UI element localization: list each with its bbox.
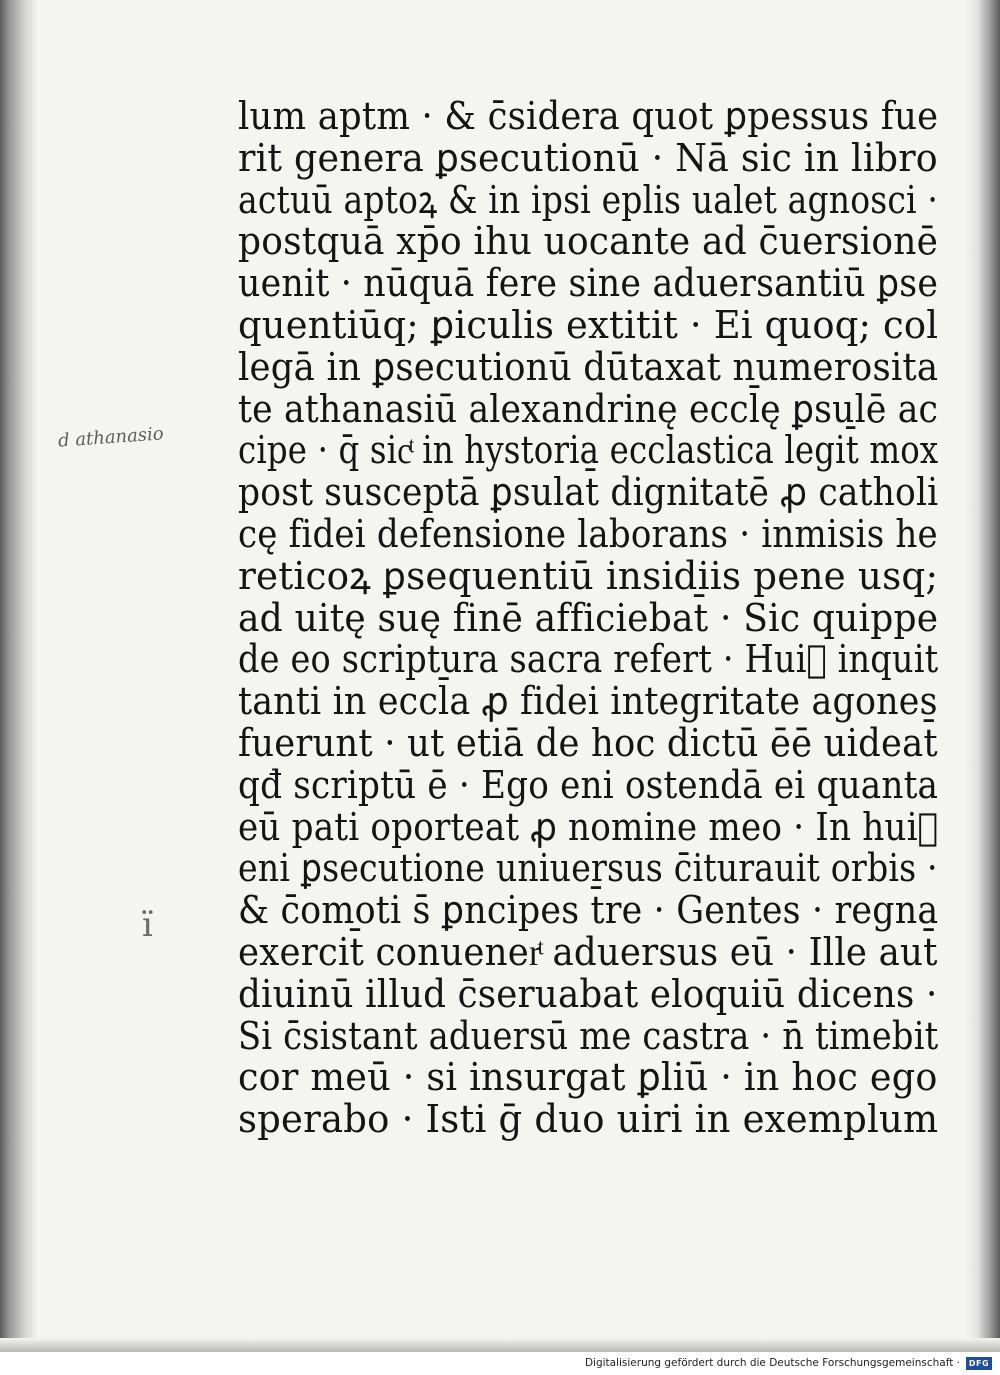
text-line: lum aptm · & c̄sidera quot ꝑpessus fue	[238, 94, 939, 138]
text-line: sperabo · Isti ḡ duo uiri in exemplum	[238, 1097, 939, 1142]
text-line: eni ꝑsecutione uniuersus c̄iturauit orbis ·	[238, 846, 938, 891]
text-line: quentiūq; ꝑiculis extitit · Ei quoq; col	[238, 302, 939, 347]
text-line: actuū aptoꝝ & in ipsi eplis ualet agnosci ·	[238, 177, 939, 222]
text-line: ad uitę suę finē afficiebat̄ · Sic quippe	[238, 595, 939, 640]
text-line: fuerunt · ut etiā de hoc dictū ēē uideat̄	[238, 720, 938, 765]
page-bottom-shadow	[0, 1338, 1000, 1352]
dfg-logo[interactable]: DFG	[966, 1357, 992, 1370]
text-line: post susceptā ꝑsulat̄ dignitatē ꝓ catholi	[238, 470, 939, 515]
page-right-edge	[966, 0, 1000, 1352]
text-line: cipe · q̄ sicͭ in hystoria ecclastica legit̄ mox	[238, 428, 939, 473]
page-left-edge	[0, 0, 38, 1352]
text-line: eū pati oporteat ꝓ nomine meo · In hui᷒	[238, 804, 939, 849]
margin-mark: ï	[142, 905, 153, 945]
text-line: & c̄omoti s̄ ꝑncipes t̄re · Gentes · regna	[238, 888, 939, 933]
text-line: qđ scriptū ē · Ego eni ostendā ei quanta	[238, 762, 939, 807]
text-line: postquā xp̄o ihu uocante ad c̄uersionē	[238, 219, 939, 264]
text-line: de eo scriptura sacra refert · Hui᷒ inquit	[238, 637, 939, 682]
funding-credit: Digitalisierung gefördert durch die Deutsche Forschungsgemeinschaft ·	[584, 1357, 960, 1369]
text-line: rit genera ꝑsecutionū · Nā sic in libro	[238, 135, 938, 180]
footer-bar	[0, 1352, 1000, 1375]
text-line: tanti in eccl̄a ꝓ fidei integritate agones	[238, 679, 938, 724]
margin-note: d athanasio	[57, 423, 165, 452]
manuscript-text-block	[238, 96, 938, 1141]
text-line: legā in ꝑsecutionū dūtaxat numerosita	[238, 344, 939, 389]
text-line: reticoꝝ ꝑsequentiū insidiis pene usq;	[238, 553, 939, 598]
text-line: uenit · nūquā fere sine aduersantiū ꝑse	[238, 261, 939, 306]
text-line: cor meū · si insurgat ꝑliū · in hoc ego	[238, 1055, 938, 1100]
text-line: te athanasiū alexandrinę eccl̄ę ꝑsulē ac	[238, 386, 939, 431]
text-line: diuinū illud c̄seruabat eloquiū dicens ·	[238, 971, 938, 1016]
text-line: Si c̄sistant aduersū me castra · n̄ timebit	[238, 1013, 939, 1058]
text-line: cę fidei defensione laborans · inmisis he	[238, 511, 938, 556]
text-line: exercit̄ conuenerͭ aduersus eū · Ille aut̄	[238, 929, 938, 974]
